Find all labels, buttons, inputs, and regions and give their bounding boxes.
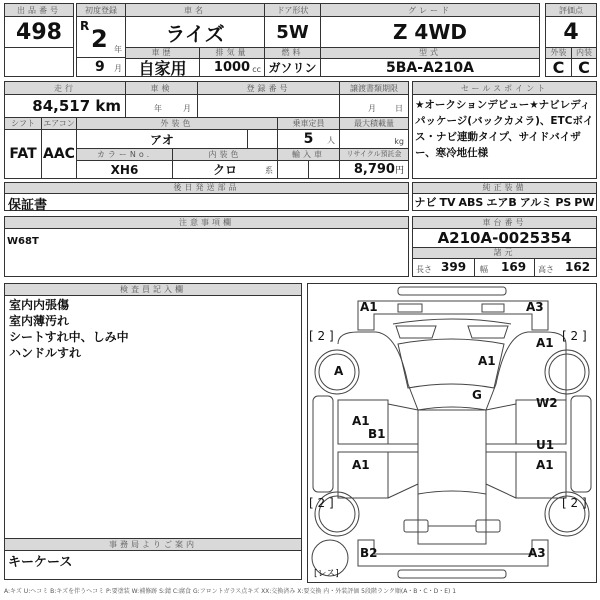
equipment-ps: PS [555, 195, 572, 209]
ext-color-extra [247, 129, 278, 149]
office-body [4, 550, 302, 580]
displacement-cell [199, 58, 265, 77]
equipment-abs: ABS [458, 195, 484, 209]
import-header: 輸入車 [277, 148, 340, 161]
length-value: 399 [441, 260, 467, 274]
specs-length-cell [412, 258, 475, 277]
mark-right-rear-upper: U1 [536, 438, 555, 452]
int-color-value: クロ [212, 163, 237, 177]
office-value: キーケース [8, 555, 73, 570]
specs-header: 諸元 [412, 247, 597, 259]
ext-color-value: アオ [76, 129, 248, 149]
registration-header: 登録番号 [197, 81, 340, 95]
width-value: 169 [501, 260, 527, 274]
inspection-month-unit: 月 [183, 104, 191, 113]
mark-sill-left: B1 [368, 427, 386, 441]
equipment-header: 純正装備 [412, 182, 597, 194]
chassis-header: 車台番号 [412, 216, 597, 229]
first-reg-year-cell [76, 16, 126, 58]
max-load-header: 最大積載量 [339, 117, 409, 130]
specs-height-cell [534, 258, 597, 277]
capacity-cell [277, 129, 340, 149]
color-no-value: XH6 [76, 160, 173, 179]
door-header: ドア形状 [264, 3, 321, 17]
grade-value: Z 4WD [320, 16, 540, 48]
mark-left-fender-count: [ 2 ] [309, 329, 334, 343]
color-no-header: カラーNo. [76, 148, 173, 161]
inspector-line-4: ハンドルすれ [9, 346, 82, 360]
later-parts-header: 後日発送部品 [4, 182, 409, 194]
mark-right-fender-count: [ 2 ] [562, 329, 587, 343]
equipment-tv: TV [439, 195, 456, 209]
fuel-value: ガソリン [264, 58, 321, 77]
inspection-cell [125, 94, 198, 118]
inspector-line-2: 室内薄汚れ [9, 314, 70, 328]
displacement-header: 排気量 [199, 47, 265, 59]
legend-text: A:キズ U:ヘコミ B:キズを伴うヘコミ P:要塗装 W:補修跡 S:錆 C:腐食 G:フロントガラス点キズ XX:交換済み X:要交換 内・外装評価 5段階ランク順(A・B・C・D・E) 1 [4, 588, 457, 595]
capacity-unit: 人 [327, 136, 335, 145]
width-label: 幅 [480, 265, 488, 274]
recycle-value: 8,790 [353, 162, 395, 177]
equipment-airbag: エアB [486, 196, 517, 209]
later-parts-value: 保証書 [8, 198, 48, 213]
lot-no-value: 498 [4, 16, 74, 48]
mark-right-front-door: W2 [536, 396, 558, 410]
history-value: 自家用 [125, 58, 200, 77]
fuel-header: 燃料 [264, 47, 321, 59]
caution-body [4, 228, 409, 277]
mark-rear-left: B2 [360, 546, 378, 560]
shift-header: シフト [4, 117, 42, 130]
mark-spare-tire: [レス] [314, 569, 339, 579]
length-label: 長さ [416, 265, 432, 274]
exterior-grade-value: C [545, 58, 572, 77]
score-header: 評価点 [545, 3, 597, 17]
interior-grade-value: C [571, 58, 597, 77]
aircon-value: AAC [41, 129, 77, 179]
equipment-alloy: アルミ [519, 196, 553, 209]
equipment-pw: PW [574, 195, 595, 209]
recycle-cell [339, 160, 409, 179]
recycle-unit: 円 [394, 166, 404, 176]
door-value: 5W [264, 16, 321, 48]
car-outline-icon [308, 284, 596, 582]
grade-header: グレード [320, 3, 540, 17]
mileage-header: 走行 [4, 81, 126, 95]
era: R [80, 19, 90, 33]
height-value: 162 [565, 260, 591, 274]
car-name-value: ライズ [125, 16, 265, 48]
ext-color-header: 外装色 [76, 117, 278, 130]
int-color-unit: 系 [265, 166, 273, 175]
cc-unit: cc [252, 65, 261, 74]
reg-month: 9 [95, 59, 105, 75]
inspector-line-3: シートすれ中、しみ中 [9, 330, 129, 344]
score-value: 4 [545, 16, 597, 48]
inspector-header: 検査員記入欄 [4, 283, 302, 296]
transfer-day-unit: 日 [395, 104, 403, 113]
max-load-unit: kg [394, 137, 404, 146]
registration-cell [197, 94, 340, 118]
import-cell-a [277, 160, 309, 179]
mark-right-fender: A1 [536, 336, 554, 350]
capacity-header: 乗車定員 [277, 117, 340, 130]
max-load-cell [339, 129, 409, 149]
mark-hood: A1 [478, 354, 496, 368]
mark-right-rear-door: A1 [536, 458, 554, 472]
model-header: 型式 [320, 47, 540, 59]
displacement-value: 1000 [213, 60, 251, 75]
damage-diagram [307, 283, 597, 583]
inspection-header: 車検 [125, 81, 198, 95]
inspection-year-unit: 年 [154, 104, 162, 113]
sales-points-body [412, 94, 597, 179]
equipment-navi: ナビ [414, 196, 437, 209]
import-cell-b [308, 160, 340, 179]
later-parts-body [4, 193, 409, 211]
mark-windshield: G [472, 388, 482, 402]
mark-left-rear-door: A1 [352, 458, 370, 472]
office-header: 事務局よりご案内 [4, 538, 302, 551]
exterior-grade-header: 外装 [545, 47, 572, 59]
car-name-header: 車名 [125, 3, 265, 17]
history-header: 車歴 [125, 47, 200, 59]
shift-value: FAT [4, 129, 42, 179]
first-reg-header: 初度登録 [76, 3, 126, 17]
transfer-deadline-header: 譲渡書類期限 [339, 81, 409, 95]
recycle-header: リサイクル預託金 [339, 148, 409, 161]
mark-left-front-door: A1 [352, 414, 370, 428]
mark-front-right-corner: A3 [526, 300, 544, 314]
height-label: 高さ [538, 265, 554, 274]
inspector-line-1: 室内内張傷 [9, 298, 70, 312]
equipment-body [412, 193, 597, 211]
mark-right-rear-count: [ 2 ] [562, 496, 587, 510]
int-color-header: 内装色 [172, 148, 278, 161]
caution-header: 注意事項欄 [4, 216, 409, 229]
mark-left-front-wheel: A [334, 364, 344, 378]
chassis-value: A210A-0025354 [412, 228, 597, 248]
inspector-body [4, 295, 302, 539]
mark-rear-right: A3 [528, 546, 546, 560]
specs-width-cell [474, 258, 535, 277]
mark-front-left-corner: A1 [360, 300, 378, 314]
model-value: 5BA-A210A [320, 58, 540, 77]
caution-value: W68T [7, 236, 39, 247]
mark-left-rear-count: [ 2 ] [309, 496, 334, 510]
aircon-header: エアコン [41, 117, 77, 130]
lot-no-header: 出品番号 [4, 3, 74, 17]
year-unit: 年 [114, 45, 122, 54]
transfer-month-unit: 月 [368, 104, 376, 113]
first-reg-month-cell [76, 57, 126, 77]
month-unit: 月 [114, 64, 122, 73]
capacity-value: 5 [303, 131, 314, 147]
mileage-value: 84,517 km [4, 94, 126, 118]
sales-points-header: セールスポイント [412, 81, 597, 95]
transfer-deadline-cell [339, 94, 409, 118]
int-color-cell [172, 160, 278, 179]
sales-points-text: ★オークションデビュー★ナビレディパッケージ(バックカメラ)、ETCボイス・ナビ連動タイプ、サイドバイザー、寒冷地仕様 [415, 99, 594, 159]
reg-year: 2 [91, 25, 108, 53]
lot-no-blank [4, 47, 74, 77]
interior-grade-header: 内装 [571, 47, 597, 59]
